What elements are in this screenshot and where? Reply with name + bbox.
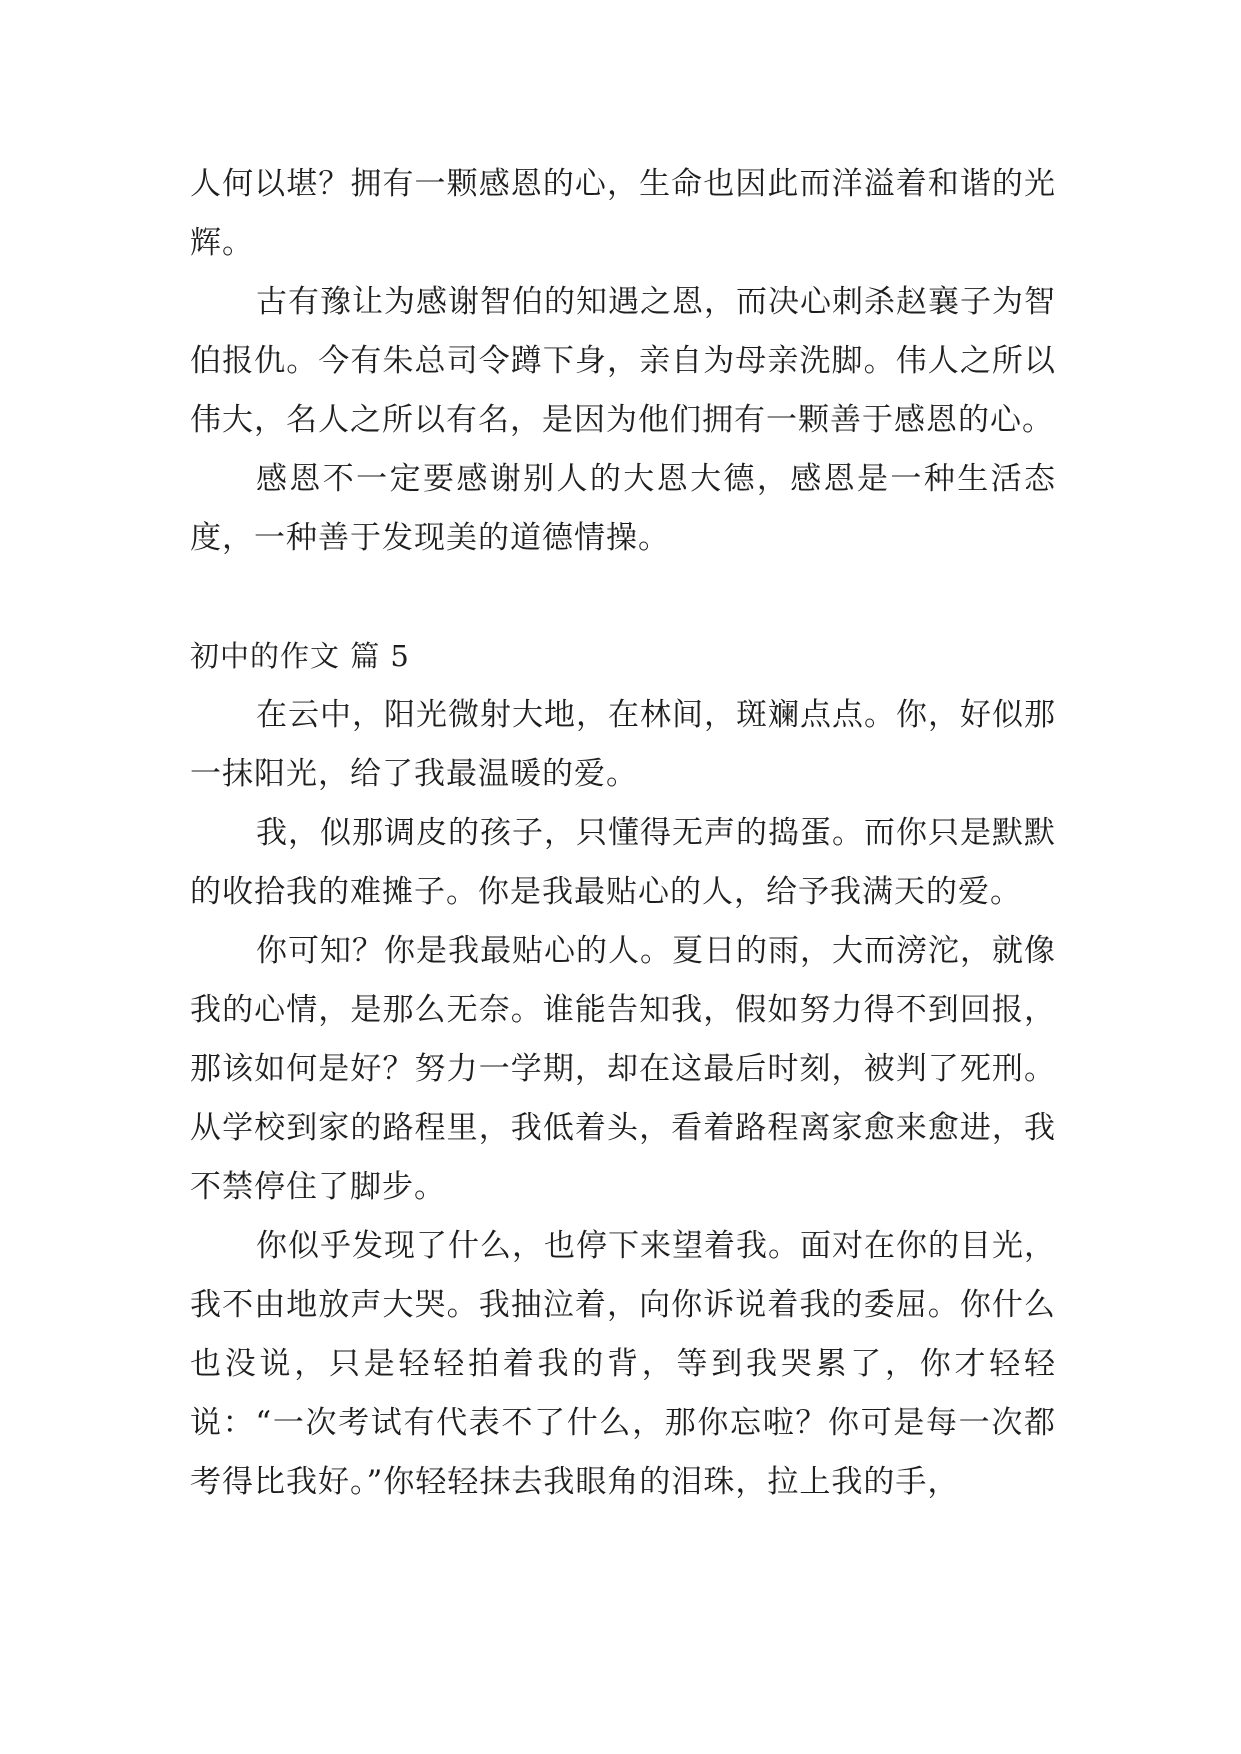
section-heading: 初中的作文 篇 5 — [190, 639, 410, 673]
paragraph-yurang: 古有豫让为感谢智伯的知遇之恩，而决心刺杀赵襄子为智伯报仇。今有朱总司令蹲下身，亲自为母亲洗脚。伟人之所以伟大，名人之所以有名，是因为他们拥有一颗善于感恩的心。 — [190, 284, 1056, 438]
paragraph-naughty-child: 我，似那调皮的孩子，只懂得无声的捣蛋。而你只是默默的收拾我的难摊子。你是我最贴心的人，给予我满天的爱。 — [190, 815, 1056, 910]
paragraph-summer-rain: 你可知？你是我最贴心的人。夏日的雨，大而滂沱，就像我的心情，是那么无奈。谁能告知我，假如努力得不到回报，那该如何是好？努力一学期，却在这最后时刻，被判了死刑。从学校到家的路程里，我低着头，看着路程离家愈来愈进，我不禁停住了脚步。 — [190, 933, 1056, 1205]
paragraph-sunlight: 在云中，阳光微射大地，在林间，斑斓点点。你，好似那一抹阳光，给了我最温暖的爱。 — [190, 697, 1056, 792]
paragraph-comfort: 你似乎发现了什么，也停下来望着我。面对在你的目光，我不由地放声大哭。我抽泣着，向你诉说着我的委屈。你什么也没说，只是轻轻拍着我的背，等到我哭累了，你才轻轻说：“一次考试有代表不了什么，那你忘啦？你可是每一次都考得比我好。”你轻轻抹去我眼角的泪珠，拉上我的手， — [190, 1228, 1056, 1500]
paragraph-continued: 人何以堪？拥有一颗感恩的心，生命也因此而洋溢着和谐的光辉。 — [190, 166, 1056, 261]
document-page — [190, 155, 1056, 1512]
paragraph-gratitude-attitude: 感恩不一定要感谢别人的大恩大德，感恩是一种生活态度，一种善于发现美的道德情操。 — [190, 461, 1056, 556]
